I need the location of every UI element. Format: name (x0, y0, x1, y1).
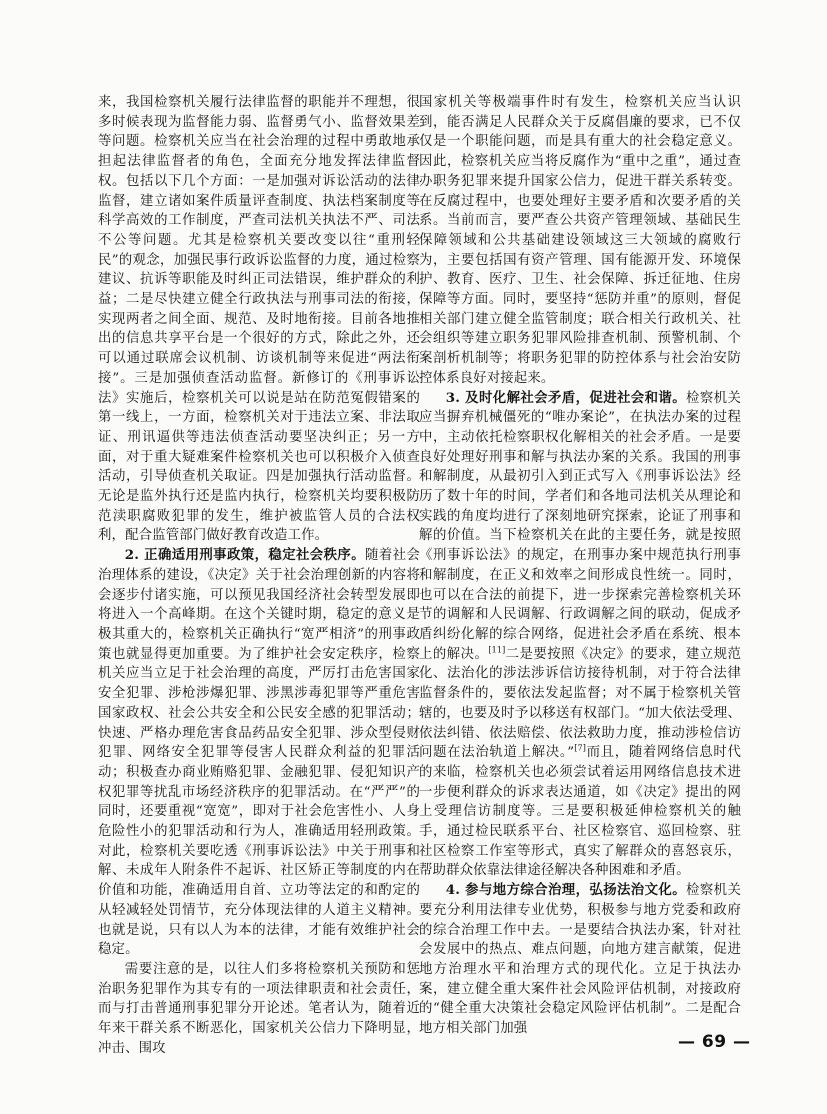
body-paragraph (419, 881, 741, 1039)
body-paragraph: 来，我国检察机关履行法律监督的职能并不理想，很多时候表现为监督能力弱、监督勇气小、监督效果差等问题。检察机关应当在社会治理的过程中勇敢地承担起法律监督者的角色，全面充分地发挥法律监督权。包括以下几个方面：一是加强对诉讼活动的法律监督，建立诸如案件质量评查制度、执法档案制度等科学高效的工作制度，严查司法机关执法不严、司法不公等问题。尤其是检察机关要改变以往“重刑轻民”的观念，加强民事行政诉讼监督的力度，通过检察建议、抗诉等职能及时纠正司法错误，维护群众的利益；二是尽快建立健全行政执法与刑事司法的衔接，实现两者之间全面、规范、及时地衔接。目前各地推出的信息共享平台是一个很好的方式，除此之外，还可以通过联席会议机制、访谈机制等来促进“两法衔接”。三是加强侦查活动监督。新修订的《刑事诉讼法》实施后，检察机关可以说是站在防范冤假错案的第一线上，一方面，检察机关对于违法立案、非法取证、刑讯逼供等违法侦查活动要坚决纠正；另一方面，对于重大疑难案件检察机关也可以积极介入侦查活动，引导侦查机关取证。四是加强执行活动监督。无论是监外执行还是监内执行，检察机关均要积极防范渎职腐败犯罪的发生，维护被监管人员的合法权利，配合监管部门做好教育改造工作。 (98, 95, 420, 544)
page-number: — 69 — (678, 1032, 751, 1052)
right-column (419, 93, 741, 1039)
section-heading: 2. 正确适用刑事政策，稳定社会秩序。 (124, 547, 366, 564)
left-column (98, 93, 420, 1058)
body-paragraph (98, 546, 420, 960)
paragraph-text: 检察机关要充分利用法律专业优势，积极参与地方党委和政府的综合治理工作中去。一是要结合执法办案，针对社会发展中的热点、难点问题，向地方建言献策，促进地方治理水平和治理方式的现代化。立足于执法办案，建立健全重大案件社会风险评估机制，对接政府的“健全重大决策社会稳定风险评估机制”。二是配合地方相关部门加强 (419, 883, 741, 1037)
section-heading: 4. 参与地方综合治理，弘扬法治文化。 (445, 882, 687, 899)
citation-mark: [7] (574, 743, 587, 753)
citation-mark: [11] (488, 645, 506, 655)
body-paragraph (419, 389, 741, 882)
body-paragraph: 需要注意的是，以往人们多将检察机关预防和惩治职务犯罪作为其专有的一项法律职责和社会责任，而与打击普通刑事犯罪分开论述。笔者认为，随着近年来干群关系不断恶化，国家机关公信力下降明显，冲击、围攻 (98, 961, 420, 1056)
section-heading: 3. 及时化解社会矛盾，促进社会和谐。 (445, 389, 687, 406)
paragraph-text: 检察机关应当摒弃机械僵死的“唯办案论”，在执法办案的过程中，主动依托检察职权化解相关的社会矛盾。一是要良好处理好刑事和解与执法办案的关系。我国的刑事和解制度，从最初引入到正式写入《刑事诉讼法》经历了数十年的时间，学者们和各地司法机关从理论和实践的角度均进行了深刻地研究探索，论证了刑事和解的价值。当下检察机关在此的主要任务，就是按照《刑事诉讼法》的规定，在刑事办案中规范执行刑事和解制度，在正义和效率之间形成良性统一。同时，也可以在合法的前提下，进一步探索完善检察机关环节的调解和人民调解、行政调解之间的联动，促成矛盾纠纷化解的综合网络，促进社会矛盾在系统、根本上的解决。 (419, 390, 741, 662)
body-paragraph: 国家机关等极端事件时有发生，检察机关应当认识到，能否满足人民群众关于反腐倡廉的要求，已不仅仅是一个职能问题，而是具有重大的社会稳定意义。因此，检察机关应当将反腐作为“重中之重”，通过查办职务犯罪来提升国家公信力，促进干群关系转变。在反腐过程中，也要处理好主要矛盾和次要矛盾的关系。当前而言，要严查公共资产管理领域、基础民生保障领域和公共基础建设领域这三大领域的腐败行为，主要包括国有资产管理、国有能源开发、环境保护、教育、医疗、卫生、社会保障、拆迁征地、住房保障等方面。同时，要坚持“惩防并重”的原则，督促相关部门建立健全监管制度；联合相关行政机关、社会组织等建立职务犯罪风险排查机制、预警机制、个案剖析机制等；将职务犯罪的防控体系与社会治安防控体系良好对接起来。 (419, 95, 741, 386)
paragraph-text: 随着社会治理体系的建设，《决定》关于社会治理创新的内容将会逐步付诸实施，可以预见我国经济社会转型发展即将进入一个高峰期。在这个关键时期，稳定的意义是极其重大的，检察机关正确执行“宽严相济”的刑事政策也就显得更加重要。为了维护社会安定秩序，检察机关应当立足于社会治理的高度，严厉打击危害国家安全犯罪、涉枪涉爆犯罪、涉黑涉毒犯罪等严重危害国家政权、社会公共安全和公民安全感的犯罪活动；快速、严格办理危害食品药品安全犯罪、涉众型侵财犯罪、网络安全犯罪等侵害人民群众利益的犯罪活动；积极查办商业贿赂犯罪、金融犯罪、侵犯知识产权犯罪等扰乱市场经济秩序的犯罪活动。在“严严”的同时，还要重视“宽宽”，即对于社会危害性小、人身危险性小的犯罪活动和行为人，准确适用轻刑政策。对此，检察机关要吃透《刑事诉讼法》中关于刑事和解、未成年人附条件不起诉、社区矫正等制度的内在价值和功能，准确适用自首、立功等法定的和酌定的从轻减轻处罚情节，充分体现法律的人道主义精神。也就是说，只有以人为本的法律，才能有效维护社会稳定。 (98, 548, 420, 958)
paragraph-text: 而且，随着网络信息时代的来临，检察机关也必须尝试着运用网络信息技术进一步便利群众的诉求表达通道，如《决定》提出的网上受理信访制度等。三是要积极延伸检察机关的触手，通过检民联系平台、社区检察官、巡回检察、驻社区检察工作室等形式，真实了解群众的喜怒哀乐，帮助群众依靠法律途径解决各种困难和矛盾。 (419, 745, 741, 879)
paragraph-text: 二是要按照《决定》的要求，建立规范化、法治化的涉法涉诉信访接待机制，对于符合法律监督条件的，要依法发起监督；对不属于检察机关管辖的，也要及时予以移送有权部门。“加大依法受理、依法纠错、依法赔偿、依法救助力度，推动涉检信访问题在法治轨道上解决。” (419, 646, 741, 761)
